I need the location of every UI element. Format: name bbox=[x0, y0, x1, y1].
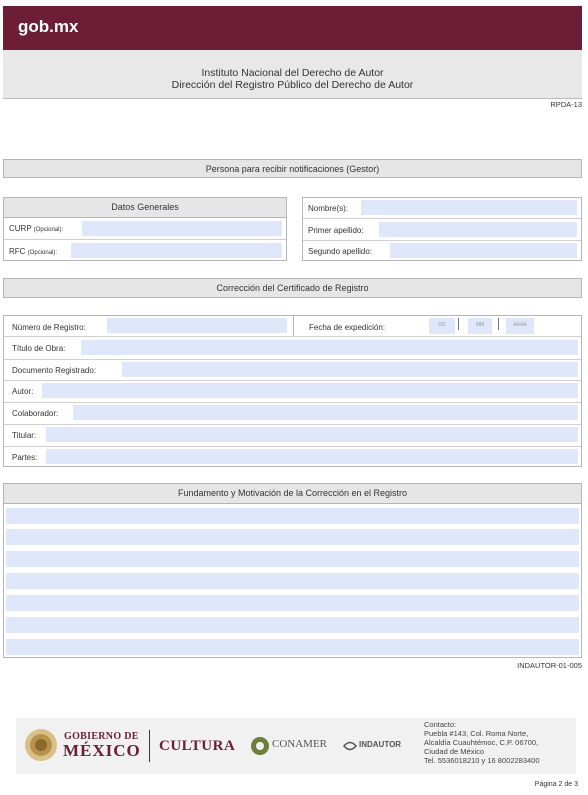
fundamento-line-6[interactable] bbox=[6, 617, 579, 633]
divider bbox=[4, 446, 581, 447]
gestor-section-header: Persona para recibir notificaciones (Gestor) bbox=[3, 159, 582, 178]
conamer-logo: CONAMER bbox=[272, 738, 328, 750]
contact-title: Contacto: bbox=[424, 720, 457, 729]
header-bar bbox=[3, 6, 582, 50]
divider bbox=[303, 218, 581, 219]
divider bbox=[4, 424, 581, 425]
divider bbox=[4, 380, 581, 381]
contact-block bbox=[424, 720, 540, 765]
rfc-label: RFC (Opcional): bbox=[9, 247, 58, 256]
mexico-seal-icon bbox=[24, 728, 58, 762]
colaborador-field[interactable] bbox=[73, 405, 578, 420]
form-code: RPDA-13 bbox=[550, 100, 582, 109]
curp-label: CURP (Opcional): bbox=[9, 224, 64, 233]
indautor-icon bbox=[342, 739, 358, 753]
document-code: INDAUTOR-01-005 bbox=[517, 661, 582, 670]
titular-field[interactable] bbox=[46, 427, 578, 442]
autor-field[interactable] bbox=[42, 383, 578, 398]
numero-registro-field[interactable] bbox=[107, 318, 287, 333]
fundamento-section-header: Fundamento y Motivación de la Corrección en el Registro bbox=[4, 484, 581, 504]
cultura-logo: CULTURA bbox=[159, 738, 236, 754]
datos-generales-box bbox=[3, 197, 287, 261]
date-year-field[interactable]: AAAA bbox=[506, 318, 534, 334]
colaborador-label: Colaborador: bbox=[12, 409, 59, 418]
datos-generales-title: Datos Generales bbox=[4, 198, 286, 218]
fundamento-box bbox=[3, 483, 582, 658]
nombre-box bbox=[302, 197, 582, 261]
date-separator bbox=[458, 318, 459, 330]
conamer-icon bbox=[250, 736, 270, 756]
fundamento-line-4[interactable] bbox=[6, 573, 579, 589]
gobierno-de-text: GOBIERNO DE bbox=[64, 731, 139, 742]
divider bbox=[303, 240, 581, 241]
segundo-apellido-label: Segundo apellido: bbox=[308, 247, 373, 256]
contact-address-1: Puebla #143, Col. Roma Norte, bbox=[424, 729, 529, 738]
documento-registrado-label: Documento Registrado: bbox=[12, 366, 97, 375]
footer-band bbox=[16, 718, 576, 774]
rfc-field[interactable] bbox=[71, 243, 282, 258]
institution-banner bbox=[3, 50, 582, 99]
correccion-box bbox=[3, 315, 582, 467]
divider bbox=[4, 402, 581, 403]
divider bbox=[293, 316, 294, 336]
contact-address-2: Alcaldía Cuauhtémoc, C.P. 06700, bbox=[424, 738, 539, 747]
institution-name: Instituto Nacional del Derecho de Autor bbox=[201, 67, 384, 79]
nombre-field[interactable] bbox=[361, 200, 577, 215]
divider bbox=[4, 336, 581, 337]
segundo-apellido-field[interactable] bbox=[390, 243, 577, 258]
date-separator bbox=[498, 318, 499, 330]
titulo-obra-field[interactable] bbox=[81, 340, 578, 355]
curp-field[interactable] bbox=[82, 221, 282, 236]
page-number: Página 2 de 3 bbox=[534, 781, 578, 788]
correccion-section-header: Corrección del Certificado de Registro bbox=[3, 278, 582, 298]
divider bbox=[4, 359, 581, 360]
institution-department: Dirección del Registro Público del Derecho de Autor bbox=[171, 79, 414, 91]
date-day-field[interactable]: DD bbox=[429, 318, 455, 334]
partes-field[interactable] bbox=[46, 449, 578, 464]
primer-apellido-label: Primer apellido: bbox=[308, 226, 364, 235]
fundamento-line-2[interactable] bbox=[6, 529, 579, 545]
fundamento-line-1[interactable] bbox=[6, 508, 579, 524]
fundamento-line-5[interactable] bbox=[6, 595, 579, 611]
divider bbox=[4, 239, 286, 240]
date-month-field[interactable]: MM bbox=[468, 318, 492, 334]
gobmx-logo[interactable]: gob.mx bbox=[18, 17, 79, 36]
titular-label: Titular: bbox=[12, 431, 37, 440]
nombre-label: Nombre(s): bbox=[308, 204, 349, 213]
numero-registro-label: Número de Registro: bbox=[12, 323, 86, 332]
mexico-text: MÉXICO bbox=[63, 741, 141, 760]
divider bbox=[149, 730, 150, 762]
partes-label: Partes: bbox=[12, 453, 38, 462]
primer-apellido-field[interactable] bbox=[379, 222, 577, 237]
indautor-logo: INDAUTOR bbox=[359, 740, 402, 749]
fundamento-line-3[interactable] bbox=[6, 551, 579, 567]
fecha-expedicion-label: Fecha de expedición: bbox=[309, 323, 386, 332]
titulo-obra-label: Título de Obra: bbox=[12, 344, 66, 353]
contact-city: Ciudad de México bbox=[424, 747, 485, 756]
documento-registrado-field[interactable] bbox=[122, 362, 578, 377]
contact-phone: Tel. 5536018210 y 16 8002283400 bbox=[424, 756, 540, 765]
fundamento-line-7[interactable] bbox=[6, 639, 579, 655]
autor-label: Autor: bbox=[12, 387, 34, 396]
